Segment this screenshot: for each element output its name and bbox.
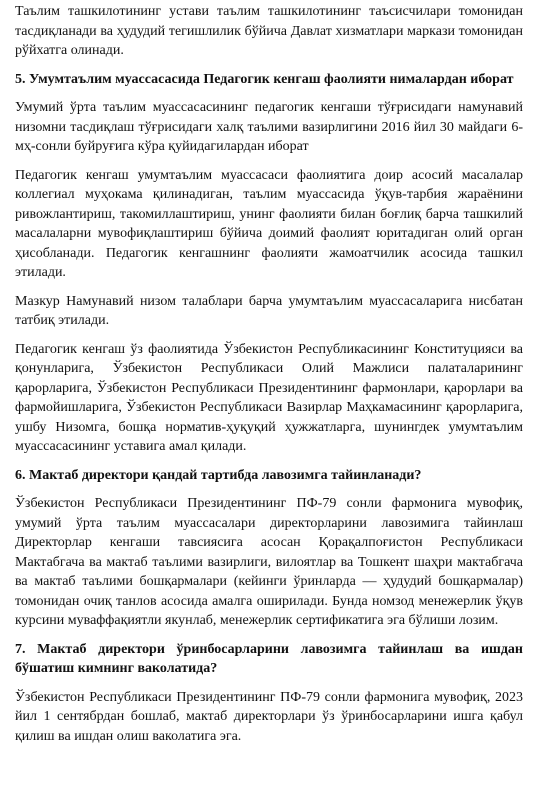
paragraph-regulation-scope: Мазкур Намунавий низом талаблари барча умумтаълим муассасаларига нисбатан татбиқ этилади. (15, 293, 523, 328)
heading-question-7: 7. Мактаб директори ўринбосарларини лавозимга тайинлаш ва ишдан бўшатиш кимнинг ваколатида? (15, 641, 523, 676)
paragraph-deputy-authority: Ўзбекистон Республикаси Президентининг ПФ-79 сонли фармонига мувофиқ, 2023 йил 1 сентябрдан бошлаб, мактаб директорлари ўз ўринбосарларини ишга қабул қилиш ва ишдан олиш ваколатига эга. (15, 689, 523, 744)
paragraph-charter-registration: Таълим ташкилотининг устави таълим ташкилотининг таъсисчилари томонидан тасдиқланади ва ҳудудий тегишлилик бўйича Давлат хизматлари маркази томонидан рўйхатга олинади. (15, 4, 523, 58)
paragraph-model-regulation: Умумий ўрта таълим муассасасининг педагогик кенгаши тўғрисидаги намунавий низомни тасдиқлаш тўғрисидаги халқ таълими вазирлигини 2016 йил 30 майдаги 6-мҳ-сонли буйруғига кўра қуйидагилардан иборат (15, 100, 523, 154)
heading-question-5: 5. Умумтаълим муассасасида Педагогик кенгаш фаолияти нималардан иборат (15, 71, 514, 87)
heading-question-6: 6. Мактаб директори қандай тартибда лавозимга тайинланади? (15, 467, 422, 483)
paragraph-director-appointment: Ўзбекистон Республикаси Президентининг ПФ-79 сонли фармонига мувофиқ, умумий ўрта таълим муассасалари директорларини лавозимига тайинлаш Директорлар кенгаши тавсиясига асосан Қорақалпоғистон Республикаси Мактабгача ва мактаб таълими вазирлиги, вилоятлар ва Тошкент шаҳри мактабгача ва мактаб таълими бошқармалари (кейинги ўринларда — ҳудудий бошқармалар) томонидан очиқ танлов асосида амалга оширилади. Бунда номзод менежерлик ўқув курсини муваффақиятли якунлаб, менежерлик сертификатига эга бўлиши лозим. (15, 496, 523, 628)
document-page (15, 2, 523, 755)
paragraph-legal-basis: Педагогик кенгаш ўз фаолиятида Ўзбекистон Республикасининг Конституцияси ва қонунларига, Ўзбекистон Республикаси Олий Мажлиси палаталарининг қарорларига, Ўзбекистон Республикаси Президентининг фармонлари, қарорлари ва фармойишларига, Ўзбекистон Республикаси Вазирлар Маҳкамасининг қарорларига, ушбу Низомга, бошқа норматив-ҳуқуқий ҳужжатларга, шунингдек умумтаълим муассасасининг уставига амал қилади. (15, 341, 523, 454)
paragraph-council-definition: Педагогик кенгаш умумтаълим муассасаси фаолиятига доир асосий масалалар коллегиал муҳокама қилинадиган, таълим муассасида ўқув-тарбия жараёнини ривожлантириш, такомиллаштириш, унинг фаолияти билан боғлиқ барча ташкилий масалаларни мувофиқлаштириш бўйича доимий фаолият юритадиган олий орган ҳисобланади. Педагогик кенгашнинг фаолияти жамоатчилик асосида ташкил этилади. (15, 167, 523, 280)
